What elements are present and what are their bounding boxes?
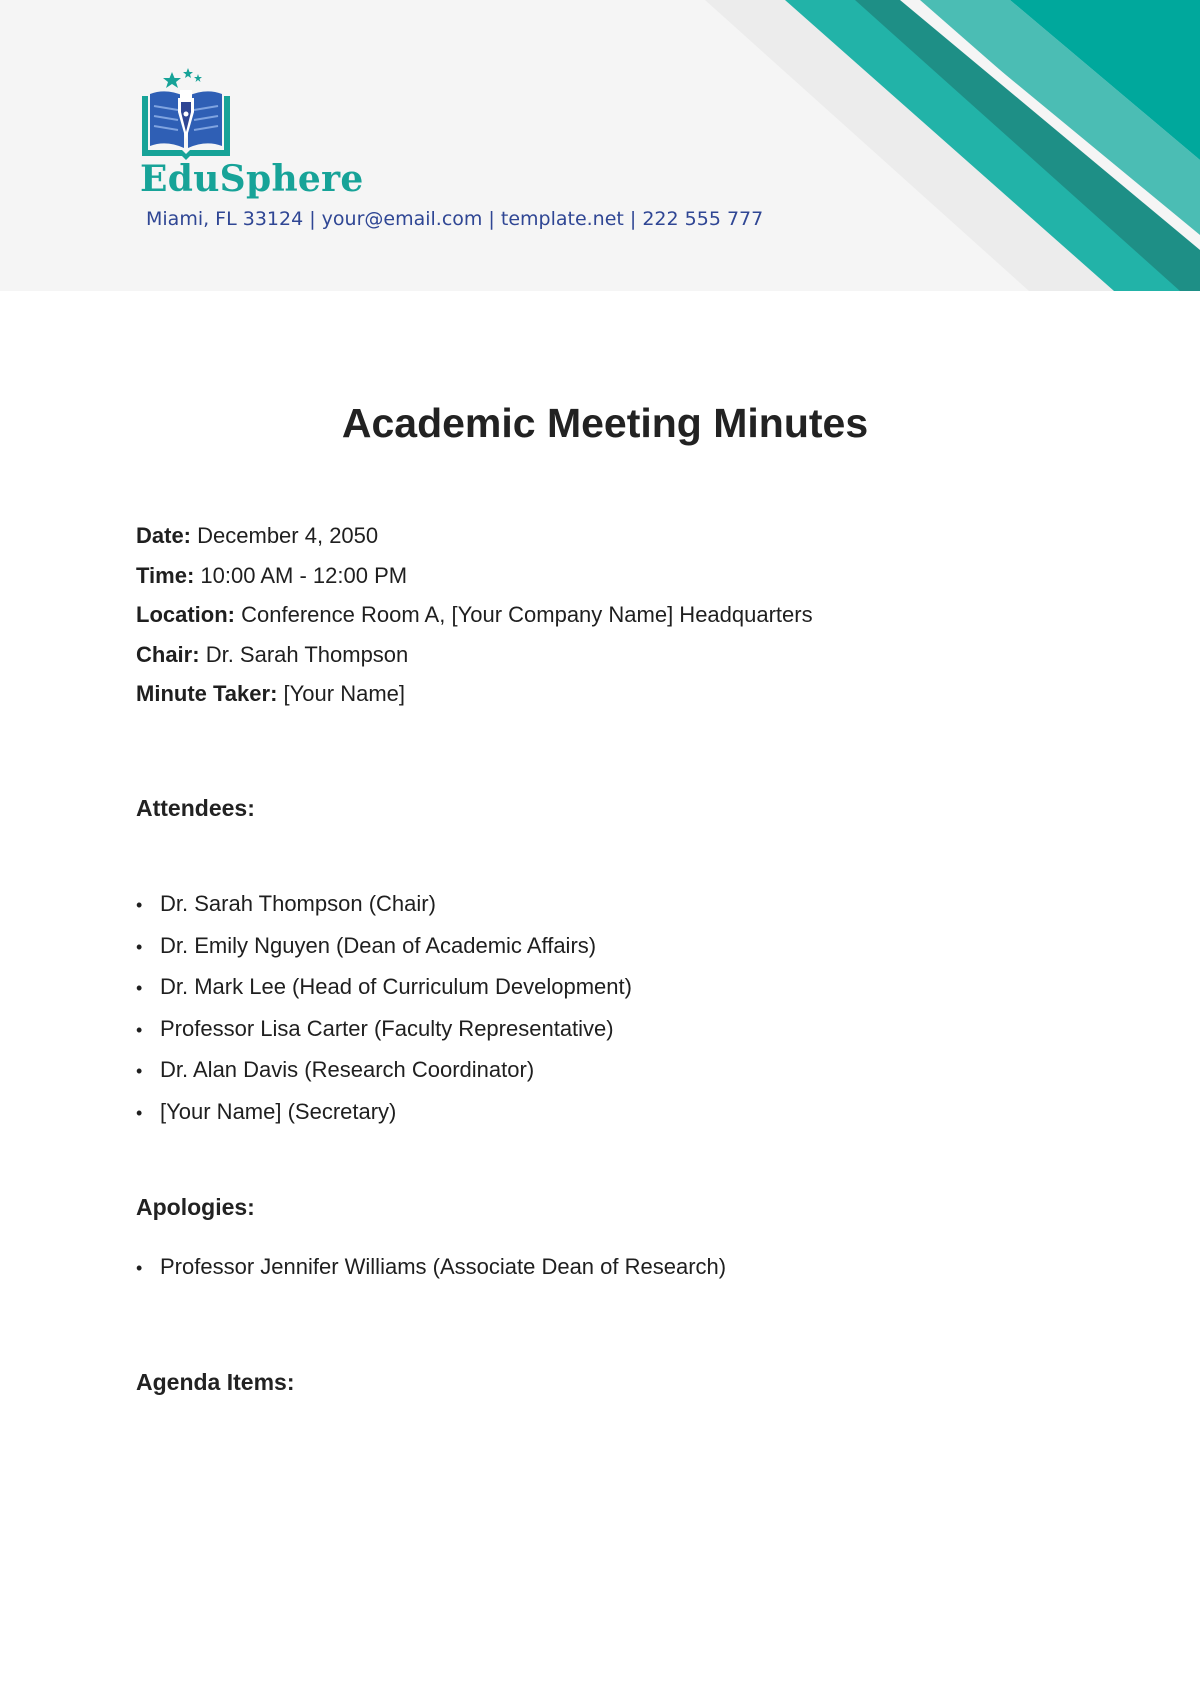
meeting-details <box>136 516 813 714</box>
meta-row-date <box>136 516 813 556</box>
letterhead <box>0 0 1200 291</box>
attendees-heading: Attendees: <box>136 795 255 821</box>
meta-label: Chair: <box>136 641 200 667</box>
list-item: • [Your Name] (Secretary) <box>136 1092 632 1134</box>
meta-row-location <box>136 595 813 635</box>
apologies-list <box>136 1247 726 1289</box>
meta-value: Dr. Sarah Thompson <box>205 641 409 667</box>
list-item: • Dr. Sarah Thompson (Chair) <box>136 884 632 926</box>
list-item: • Professor Lisa Carter (Faculty Representative) <box>136 1009 632 1051</box>
attendees-list <box>136 884 632 1133</box>
meta-value: [Your Name] <box>283 681 405 706</box>
meta-row-minute-taker <box>136 674 813 714</box>
contact-line: Miami, FL 33124 | your@email.com | template.net | 222 555 777 <box>146 208 764 230</box>
apologies-heading: Apologies: <box>136 1194 255 1220</box>
meta-label: Location: <box>136 602 235 627</box>
list-item: • Professor Jennifer Williams (Associate Dean of Research) <box>136 1247 726 1289</box>
meta-label: Date: <box>136 523 192 548</box>
brand-name: EduSphere <box>140 158 364 200</box>
book-pen-stars-icon <box>138 68 234 164</box>
meta-label: Minute Taker: <box>136 681 278 706</box>
list-item: • Dr. Emily Nguyen (Dean of Academic Affairs) <box>136 926 632 968</box>
document-title: Academic Meeting Minutes <box>341 400 869 446</box>
agenda-heading: Agenda Items: <box>136 1369 295 1395</box>
list-item: • Dr. Alan Davis (Research Coordinator) <box>136 1050 632 1092</box>
list-item: • Dr. Mark Lee (Head of Curriculum Development) <box>136 967 632 1009</box>
meta-row-time <box>136 556 813 596</box>
meta-row-chair <box>136 635 813 675</box>
meta-value: 10:00 AM - 12:00 PM <box>200 562 408 588</box>
meta-value: Conference Room A, [Your Company Name] Headquarters <box>241 602 813 627</box>
meta-label: Time: <box>136 562 195 588</box>
meta-value: December 4, 2050 <box>197 523 379 548</box>
